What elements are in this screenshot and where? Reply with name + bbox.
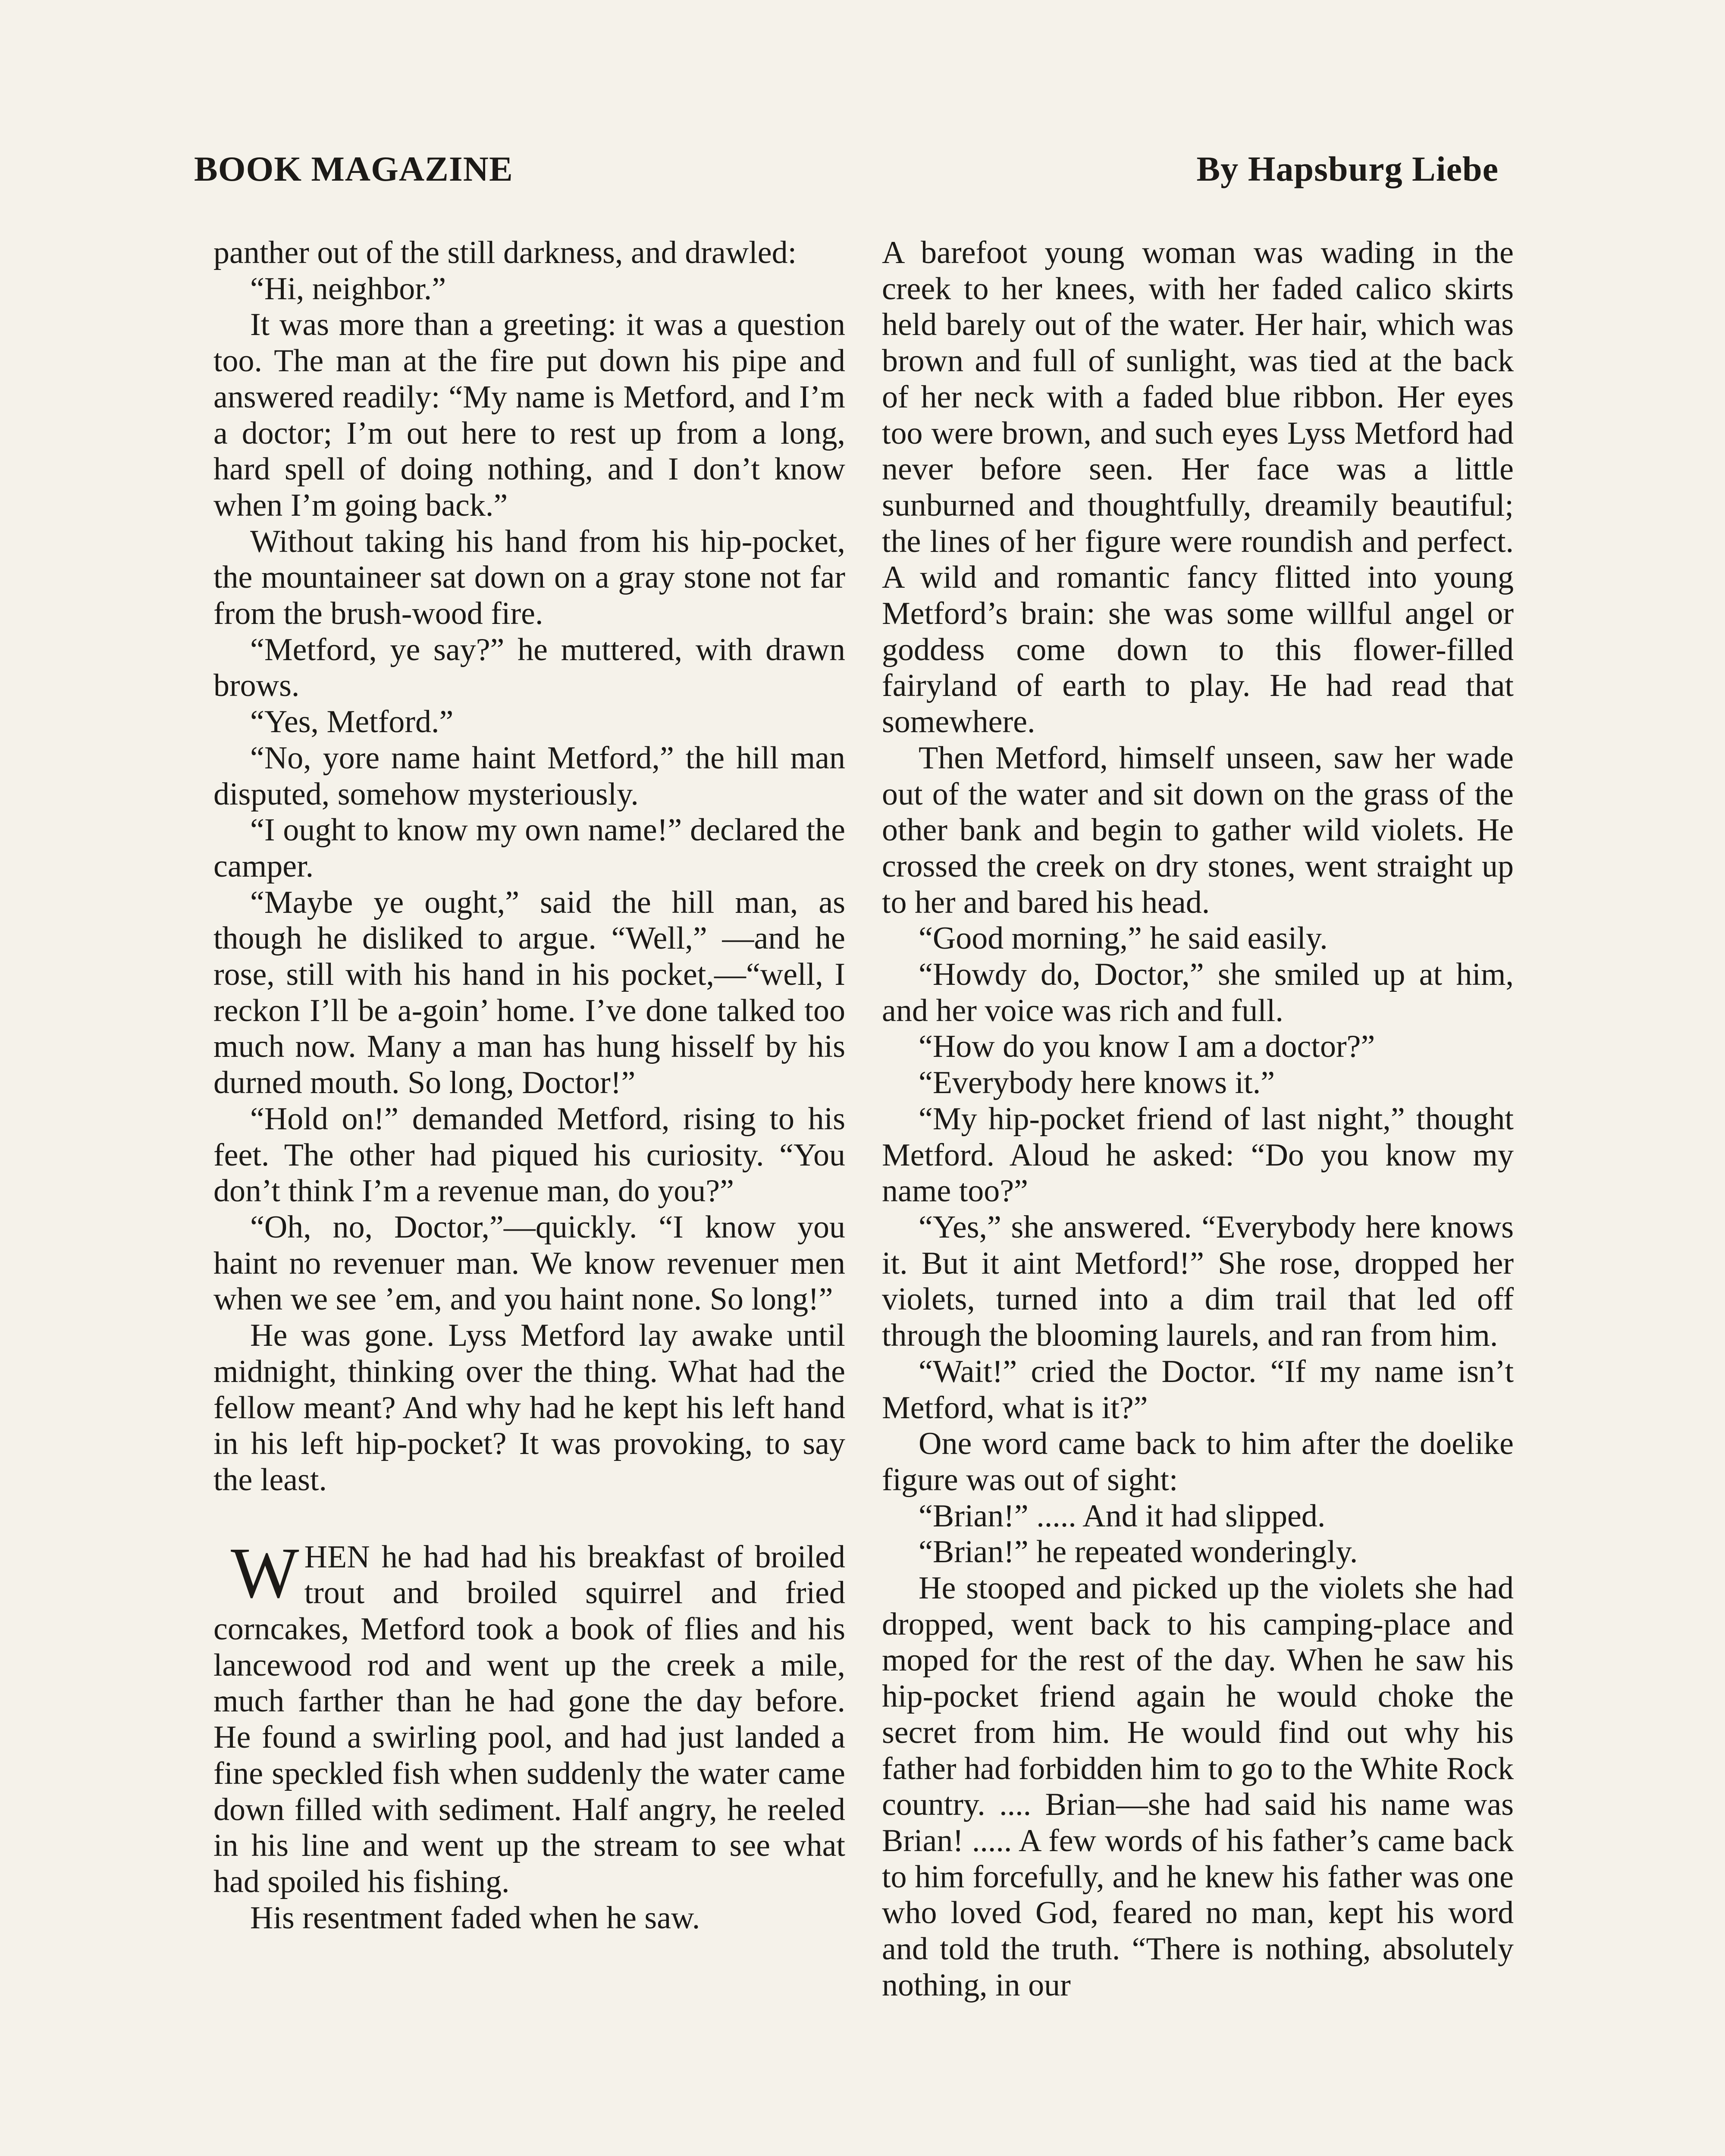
author-byline: By Hapsburg Liebe	[1196, 149, 1499, 188]
paragraph: “Yes, Metford.”	[250, 704, 454, 740]
paragraph: His resentment faded when he saw.	[250, 1900, 700, 1936]
paragraph: “Everybody here knows it.”	[919, 1065, 1275, 1101]
magazine-title: BOOK MAGAZINE	[194, 149, 513, 188]
paragraph: Without taking his hand from his hip-pocket, the mountaineer sat down on a gray stone not far from the brush-wood fire.	[213, 523, 845, 632]
paragraph: “My hip-pocket friend of last night,” thought Metford. Aloud he asked: “Do you know my name too?”	[882, 1101, 1514, 1209]
paragraph: “Maybe ye ought,” said the hill man, as though he disliked to argue. “Well,” —and he rose, still with his hand in his pocket,—“well, I reckon I’ll be a-goin’ home. I’ve done talked too much now. Many a man has hung hisself by his durned mouth. So long, Doctor!”	[213, 884, 845, 1101]
paragraph: “Howdy do, Doctor,” she smiled up at him, and her voice was rich and full.	[882, 957, 1514, 1028]
paragraph: It was more than a greeting: it was a question too. The man at the fire put down his pipe and answered readily: “My name is Metford, and I’m a doctor; I’m out here to rest up from a long, hard spell of doing nothing, and I don’t know when I’m going back.”	[213, 307, 845, 523]
paragraph: “How do you know I am a doctor?”	[919, 1029, 1375, 1065]
paragraph: “Hold on!” demanded Metford, rising to his feet. The other had piqued his curiosity. “You don’t think I’m a revenue man, do you?”	[213, 1101, 845, 1209]
paragraph: “Oh, no, Doctor,”—quickly. “I know you haint no revenuer man. We know revenuer men when we see ’em, and you haint none. So long!”	[213, 1209, 845, 1317]
paragraph: “Hi, neighbor.”	[250, 271, 446, 307]
paragraph: “Good morning,” he said easily.	[919, 921, 1328, 956]
paragraph: “No, yore name haint Metford,” the hill man disputed, somehow mysteriously.	[213, 740, 845, 812]
paragraph: One word came back to him after the doelike figure was out of sight:	[882, 1426, 1514, 1498]
section-opening-text: HEN he had had his breakfast of broiled trout and broiled squirrel and fried corncakes, Metford took a book of flies and his lancewood rod and went up the creek a mile, much farther than he had gone the day before. He found a swirling pool, and had just landed a fine speckled fish when suddenly the water came down filled with sediment. Half angry, he reeled in his line and went up the stream to see what had spoiled his fishing.	[213, 1539, 845, 1899]
paragraph: “Brian!” ..... And it had slipped.	[919, 1498, 1326, 1534]
paragraph: He stooped and picked up the violets she had dropped, went back to his camping-place and moped for the rest of the day. When he saw his hip-pocket friend again he would choke the secret from him. He would find out why his father had forbidden him to go to the White Rock country. .... Brian—she had said his name was Brian! ..... A few words of his father’s came back to him forcefully, and he knew his father was one who loved God, feared no man, kept his word and told the truth. “There is nothing, absolutely nothing, in our	[882, 1570, 1514, 2003]
left-text-column	[213, 235, 845, 1936]
paragraph: A barefoot young woman was wading in the creek to her knees, with her faded calico skirts held barely out of the water. Her hair, which was brown and full of sunlight, was tied at the back of her neck with a faded blue ribbon. Her eyes too were brown, and such eyes Lyss Metford had never before seen. Her face was a little sunburned and thoughtfully, dreamily beautiful; the lines of her figure were roundish and perfect. A wild and romantic fancy flitted into young Metford’s brain: she was some willful angel or goddess come down to this flower-filled fairyland of earth to play. He had read that somewhere.	[882, 235, 1514, 740]
paragraph: “Metford, ye say?” he muttered, with drawn brows.	[213, 632, 845, 704]
paragraph: “Brian!” he repeated wonderingly.	[919, 1534, 1358, 1570]
section-opening-paragraph	[213, 1532, 845, 1900]
paragraph: “Yes,” she answered. “Everybody here knows it. But it aint Metford!” She rose, dropped her violets, turned into a dim trail that led off through the blooming laurels, and ran from him.	[882, 1209, 1514, 1354]
paragraph: Then Metford, himself unseen, saw her wade out of the water and sit down on the grass of the other bank and begin to gather wild violets. He crossed the creek on dry stones, went straight up to her and bared his head.	[882, 740, 1514, 920]
right-text-column	[882, 235, 1514, 2003]
paragraph: “I ought to know my own name!” declared the camper.	[213, 812, 845, 884]
paragraph: “Wait!” cried the Doctor. “If my name isn’t Metford, what is it?”	[882, 1354, 1514, 1426]
drop-cap: W	[231, 1532, 299, 1613]
paragraph: He was gone. Lyss Metford lay awake until midnight, thinking over the thing. What had the fellow meant? And why had he kept his left hand in his left hip-pocket? It was provoking, to say the least.	[213, 1318, 845, 1498]
paragraph: panther out of the still darkness, and drawled:	[213, 235, 797, 270]
